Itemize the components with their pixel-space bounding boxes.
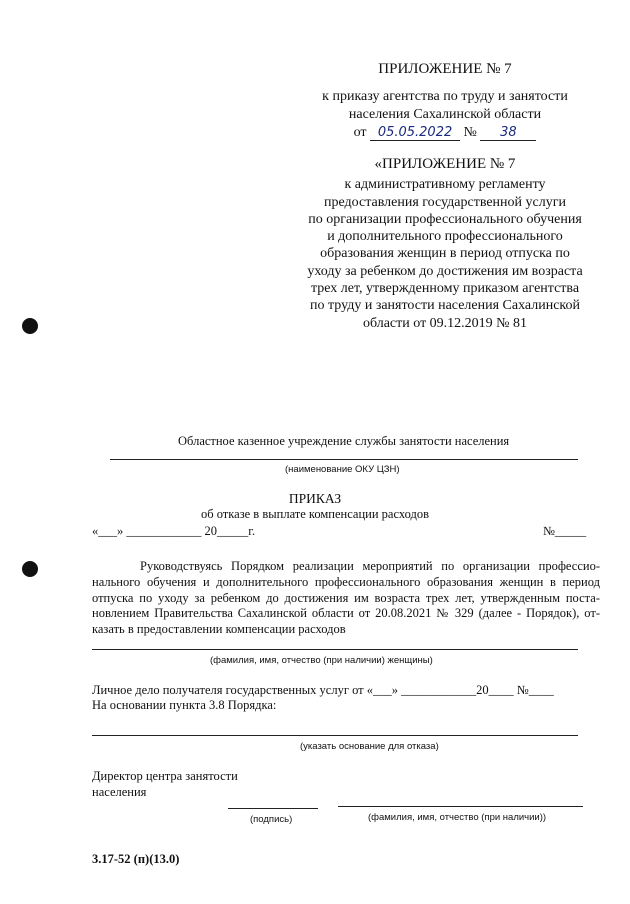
number-prefix: № bbox=[463, 125, 477, 140]
order-body-line: новлением Правительства Сахалинской области от 20.08.2021 № 329 (далее - Порядок), от- bbox=[92, 606, 600, 621]
handwritten-number: 38 bbox=[480, 126, 536, 141]
director-name-underline bbox=[338, 806, 583, 807]
order-reference-date bbox=[300, 124, 590, 142]
punch-hole-bottom bbox=[22, 561, 38, 577]
handwritten-date: 05.05.2022 bbox=[370, 126, 460, 141]
personal-file-line: Личное дело получателя государственных услуг от «___» ____________20____ №____ bbox=[92, 683, 554, 697]
order-subtitle: об отказе в выплате компенсации расходов bbox=[200, 507, 430, 521]
form-code: 3.17-52 (п)(13.0) bbox=[92, 852, 180, 866]
regulation-line: трех лет, утвержденному приказом агентства bbox=[310, 281, 580, 297]
director-title: Директор центра занятости населения bbox=[92, 769, 238, 799]
regulation-line: предоставления государственной услуги bbox=[324, 194, 566, 210]
basis-caption: (указать основание для отказа) bbox=[300, 741, 439, 752]
regulation-line: по организации профессионального обучения bbox=[308, 211, 582, 227]
regulation-line: области от 09.12.2019 № 81 bbox=[362, 315, 528, 331]
order-body-line: нального обучения и дополнительного профессионального образования женщин в период bbox=[92, 574, 600, 589]
regulation-line: уходу за ребенком до достижения им возраста bbox=[307, 263, 583, 279]
order-body-line: отпуска по уходу за ребенком до достижения им возраста трех лет, утвержденным поста- bbox=[92, 590, 600, 605]
organization-caption: (наименование ОКУ ЦЗН) bbox=[285, 464, 400, 475]
date-prefix: от bbox=[353, 125, 367, 140]
order-body bbox=[92, 559, 600, 638]
regulation-appendix-block bbox=[285, 156, 605, 332]
regulation-line: по труду и занятости населения Сахалинской bbox=[309, 298, 580, 314]
regulation-appendix-title: «ПРИЛОЖЕНИЕ № 7 bbox=[374, 156, 516, 172]
regulation-line: к административному регламенту bbox=[344, 177, 546, 193]
order-reference-line2: населения Сахалинской области bbox=[348, 107, 542, 122]
organization-name: Областное казенное учреждение службы занятости населения bbox=[178, 434, 510, 448]
fio-underline bbox=[92, 649, 578, 650]
director-name-caption: (фамилия, имя, отчество (при наличии)) bbox=[368, 812, 547, 823]
order-title: ПРИКАЗ bbox=[288, 491, 342, 506]
regulation-line: и дополнительного профессионального bbox=[327, 229, 563, 245]
punch-hole-top bbox=[22, 318, 38, 334]
signature-underline bbox=[228, 808, 318, 809]
order-number-field: №_____ bbox=[543, 524, 587, 538]
regulation-line: образования женщин в период отпуска по bbox=[320, 246, 570, 262]
order-body-line: Руководствуясь Порядком реализации мероприятий по организации профессио- bbox=[140, 559, 600, 573]
basis-line: На основании пункта 3.8 Порядка: bbox=[92, 698, 277, 712]
appendix-header bbox=[300, 60, 590, 142]
order-body-line: казать в предоставлении компенсации расходов bbox=[92, 622, 346, 637]
basis-underline bbox=[92, 735, 578, 736]
order-date-field: «___» ____________ 20_____г. bbox=[92, 524, 256, 538]
signature-caption: (подпись) bbox=[250, 814, 293, 825]
fio-caption: (фамилия, имя, отчество (при наличии) женщины) bbox=[210, 655, 433, 666]
appendix-title: ПРИЛОЖЕНИЕ № 7 bbox=[378, 61, 512, 77]
organization-underline bbox=[110, 459, 578, 460]
order-reference-line1: к приказу агентства по труду и занятости bbox=[322, 89, 568, 104]
